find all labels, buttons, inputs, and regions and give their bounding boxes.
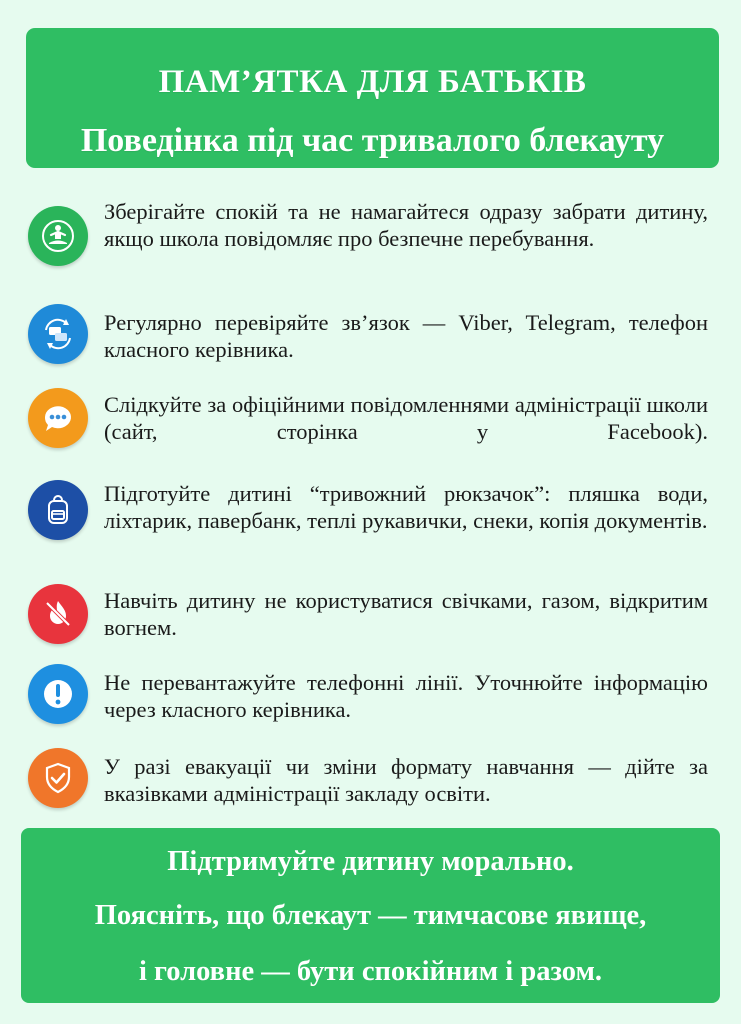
item-text: Слідкуйте за офіційними повідомленнями адміністрації школи (сайт, сторінка у Facebook). <box>104 392 708 444</box>
backpack-icon <box>28 480 88 540</box>
no-fire-icon <box>28 584 88 644</box>
item-text: Не перевантажуйте телефонні лінії. Уточнюйте інформацію через класного керівника. <box>104 670 708 722</box>
item-text: Навчіть дитину не користуватися свічками, газом, відкритим вогнем. <box>104 588 708 640</box>
chat-bubble-icon <box>28 388 88 448</box>
footer-line-2: Поясніть, що блекаут — тимчасове явище, <box>94 900 647 931</box>
page-title: ПАМ’ЯТКА ДЛЯ БАТЬКІВ <box>158 64 587 100</box>
header-banner <box>26 28 719 168</box>
chat-exchange-icon <box>28 304 88 364</box>
page-subtitle: Поведінка під час тривалого блекауту <box>80 122 665 159</box>
item-text: У разі евакуації чи зміни формату навчання — дійте за вказівками адміністрації закладу освіти. <box>104 754 708 806</box>
exclamation-icon <box>28 664 88 724</box>
item-text: Зберігайте спокій та не намагайтеся одразу забрати дитину, якщо школа повідомляє про безпечне перебування. <box>104 199 708 251</box>
meditation-icon <box>28 206 88 266</box>
footer-banner <box>21 828 720 1003</box>
item-text: Підготуйте дитині “тривожний рюкзачок”: пляшка води, ліхтарик, павербанк, теплі рукавички, снеки, копія документів. <box>104 481 708 533</box>
footer-line-3: і головне — бути спокійним і разом. <box>139 956 602 987</box>
footer-line-1: Підтримуйте дитину морально. <box>167 846 574 877</box>
shield-check-icon <box>28 748 88 808</box>
item-text: Регулярно перевіряйте зв’язок — Viber, Telegram, телефон класного керівника. <box>104 310 708 362</box>
